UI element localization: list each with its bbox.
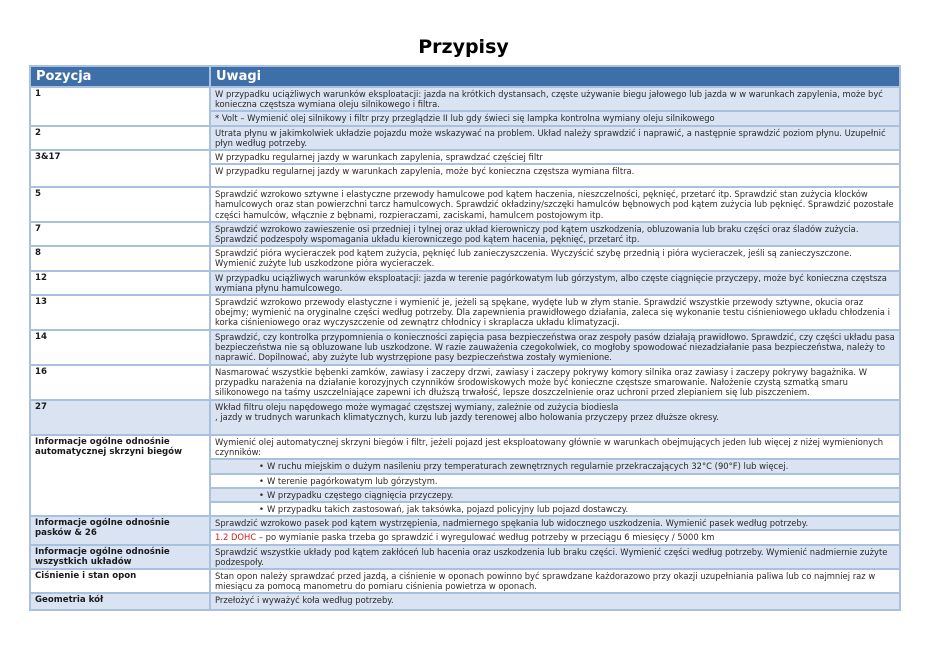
row-position: 1 <box>30 87 210 126</box>
table-row <box>30 271 900 295</box>
row-note-bullet <box>210 488 900 502</box>
row-position: 2 <box>30 126 210 150</box>
row-position: Informacje ogólne odnośnie wszystkich układów <box>30 545 210 569</box>
row-note: Stan opon należy sprawdzać przed jazdą, a ciśnienie w oponach powinno być sprawdzane każdorazowo przy okazji uzupełniania paliwa lub co najmniej raz w miesiącu za pomocą manometru do pomiaru ciśnienia powietrza w oponach. <box>210 569 900 593</box>
row-position: 3&17 <box>30 150 210 187</box>
row-note: Sprawdzić, czy kontrolka przypomnienia o konieczności zapięcia pasa bezpieczeństwa oraz zespoły pasów działają prawidłowo. Sprawdzić, czy części układu pasa bezpieczeństwa nie są obluzowane lub uszkodzone. W razie zauważenia czegokolwiek, co mogłoby spowodować niezadziałanie pasa bezpieczeństwa, należy to naprawić. Dopilnować, aby zużyte lub wystrzępione pasy bezpieczeństwa zostały wymienione. <box>210 330 900 365</box>
row-note: * Volt – Wymienić olej silnikowy i filtr przy przeglądzie II lub gdy świeci się lampka kontrolna wymiany oleju silnikowego <box>210 111 900 125</box>
bullet-icon: • <box>259 475 264 486</box>
table-row <box>30 126 900 150</box>
row-position: 7 <box>30 222 210 246</box>
row-note: Sprawdzić wzrokowo pasek pod kątem wystrzępienia, nadmiernego spękania lub widocznego uszkodzenia. Wymienić pasek według potrzeby. <box>210 516 900 530</box>
table-row <box>30 222 900 246</box>
bullet-text: W przypadku takich zastosowań, jak taksówka, pojazd policyjny lub pojazd dostawczy. <box>266 504 629 515</box>
table-row <box>30 400 900 435</box>
row-note: Wymienić olej automatycznej skrzyni biegów i filtr, jeżeli pojazd jest eksploatowany głównie w warunkach obejmujących jeden lub więcej z niżej wymienionych czynników: <box>210 435 900 459</box>
row-position: 27 <box>30 400 210 435</box>
column-header-notes: Uwagi <box>210 66 900 87</box>
row-note: W przypadku uciążliwych warunków eksploatacji: jazda w terenie pagórkowatym lub górzystym, albo częste ciągnięcie przyczepy, może być konieczna częstsza wymiana płynu hamulcowego. <box>210 271 900 295</box>
row-note <box>210 530 900 544</box>
table-header-row <box>30 66 900 87</box>
row-note-line: , jazdy w trudnych warunkach klimatycznych, kurzu lub jazdy terenowej albo holowania przyczepy przez dłuższe okresy. <box>215 412 719 423</box>
table-row <box>30 435 900 459</box>
row-note: Sprawdzić wzrokowo zawieszenie osi przedniej i tylnej oraz układ kierowniczy pod kątem uszkodzenia, obluzowania lub braku części oraz śladów zużycia. Sprawdzić podzespoły wspomagania układu kierowniczego pod kątem hacenia, pęknięć, przetarć itp. <box>210 222 900 246</box>
row-note: W przypadku regularnej jazdy w warunkach zapylenia, może być konieczna częstsza wymiana filtra. <box>210 164 900 187</box>
row-note: Sprawdzić wszystkie układy pod kątem zakłóceń lub hacenia oraz uszkodzenia lub braku części. Wymienić części według potrzeby. Wymienić nadmiernie zużyte podzespoły. <box>210 545 900 569</box>
row-position: 5 <box>30 187 210 222</box>
column-header-position: Pozycja <box>30 66 210 87</box>
row-note <box>210 400 900 435</box>
row-note-text: – po wymianie paska trzeba go sprawdzić i wyregulować według potrzeby w przeciągu 6 miesięcy / 5000 km <box>256 532 715 543</box>
row-note: Utrata płynu w jakimkolwiek układzie pojazdu może wskazywać na problem. Układ należy sprawdzić i naprawić, a następnie sprawdzić poziom płynu. Uzupełnić płyn według potrzeby. <box>210 126 900 150</box>
bullet-text: W przypadku częstego ciągnięcia przyczepy. <box>266 489 454 500</box>
notes-table <box>29 65 901 611</box>
row-note-bullet <box>210 502 900 516</box>
row-position: Geometria kół <box>30 593 210 610</box>
table-row <box>30 569 900 593</box>
table-row <box>30 545 900 569</box>
row-note: W przypadku regularnej jazdy w warunkach zapylenia, sprawdzać częściej filtr <box>210 150 900 164</box>
row-position: 14 <box>30 330 210 365</box>
bullet-text: W terenie pagórkowatym lub górzystym. <box>266 475 438 486</box>
row-note: Sprawdzić wzrokowo sztywne i elastyczne przewody hamulcowe pod kątem haczenia, nieszczelności, pęknięć, przetarć itp. Sprawdzić stan zużycia klocków hamulcowych oraz stan powierzchni tarcz hamulcowych. Sprawdzić okładziny/szczęki hamulców bębnowych pod kątem zużycia lub pęknięć. Sprawdzić pozostałe części hamulców, włącznie z bębnami, rozpieraczami, zaciskami, hamulcem postojowym itp. <box>210 187 900 222</box>
row-note-line: Wkład filtru oleju napędowego może wymagać częstszej wymiany, zależnie od zużycia biodiesla <box>215 402 619 413</box>
row-note: Sprawdzić wzrokowo przewody elastyczne i wymienić je, jeżeli są spękane, wydęte lub w złym stanie. Sprawdzić wszystkie przewody sztywne, okucia oraz obejmy; wymienić na oryginalne części według potrzeby. Dla zapewnienia prawidłowego działania, zaleca się wykonanie testu ciśnieniowego układu chłodzenia i korka ciśnieniowego oraz wyczyszczenie od zewnątrz chłodnicy i skraplacza układu klimatyzacji. <box>210 295 900 330</box>
page-title: Przypisy <box>418 36 509 58</box>
engine-code-label: 1.2 DOHC <box>215 532 257 543</box>
table-row <box>30 187 900 222</box>
row-position: Informacje ogólne odnośnie pasków & 26 <box>30 516 210 544</box>
table-row <box>30 87 900 111</box>
table-row <box>30 365 900 400</box>
row-position: 13 <box>30 295 210 330</box>
row-note: Nasmarować wszystkie bębenki zamków, zawiasy i zaczepy drzwi, zawiasy i zaczepy pokrywy komory silnika oraz zawiasy i zaczepy pokrywy bagażnika. W przypadku narażenia na działanie korozyjnych czynników środowiskowych może być konieczne częstsze smarowanie. Nałożenie czystą szmatką smaru silikonowego na taśmy uszczelniające zapewni ich dłuższą trwałość, lepsze doszczelnienie oraz uchroni przed zlepianiem się lub piszczeniem. <box>210 365 900 400</box>
row-note: Przełożyć i wyważyć koła według potrzeby. <box>210 593 900 610</box>
row-note-bullet <box>210 459 900 473</box>
row-position: 8 <box>30 246 210 270</box>
row-note: W przypadku uciążliwych warunków eksploatacji: jazda na krótkich dystansach, częste używanie biegu jałowego lub jazda w w warunkach zapylenia, może być konieczna częstsza wymiana oleju silnikowego i filtra. <box>210 87 900 111</box>
row-position: 16 <box>30 365 210 400</box>
bullet-icon: • <box>259 489 264 500</box>
row-position: Ciśnienie i stan opon <box>30 569 210 593</box>
row-position: 12 <box>30 271 210 295</box>
table-row <box>30 516 900 530</box>
row-note-bullet <box>210 474 900 488</box>
row-position: Informacje ogólne odnośnie automatycznej skrzyni biegów <box>30 435 210 516</box>
bullet-icon: • <box>259 504 264 515</box>
table-row <box>30 330 900 365</box>
table-row <box>30 295 900 330</box>
table-row <box>30 593 900 610</box>
row-note: Sprawdzić pióra wycieraczek pod kątem zużycia, pęknięć lub zanieczyszczenia. Wyczyścić szybę przednią i pióra wycieraczek, jeśli są zanieczyszczone. Wymienić zużyte lub uszkodzone pióra wycieraczek. <box>210 246 900 270</box>
table-row <box>30 246 900 270</box>
bullet-text: W ruchu miejskim o dużym nasileniu przy temperaturach zewnętrznych regularnie przekraczających 32°C (90°F) lub więcej. <box>266 461 789 472</box>
bullet-icon: • <box>259 461 264 472</box>
table-row <box>30 150 900 164</box>
